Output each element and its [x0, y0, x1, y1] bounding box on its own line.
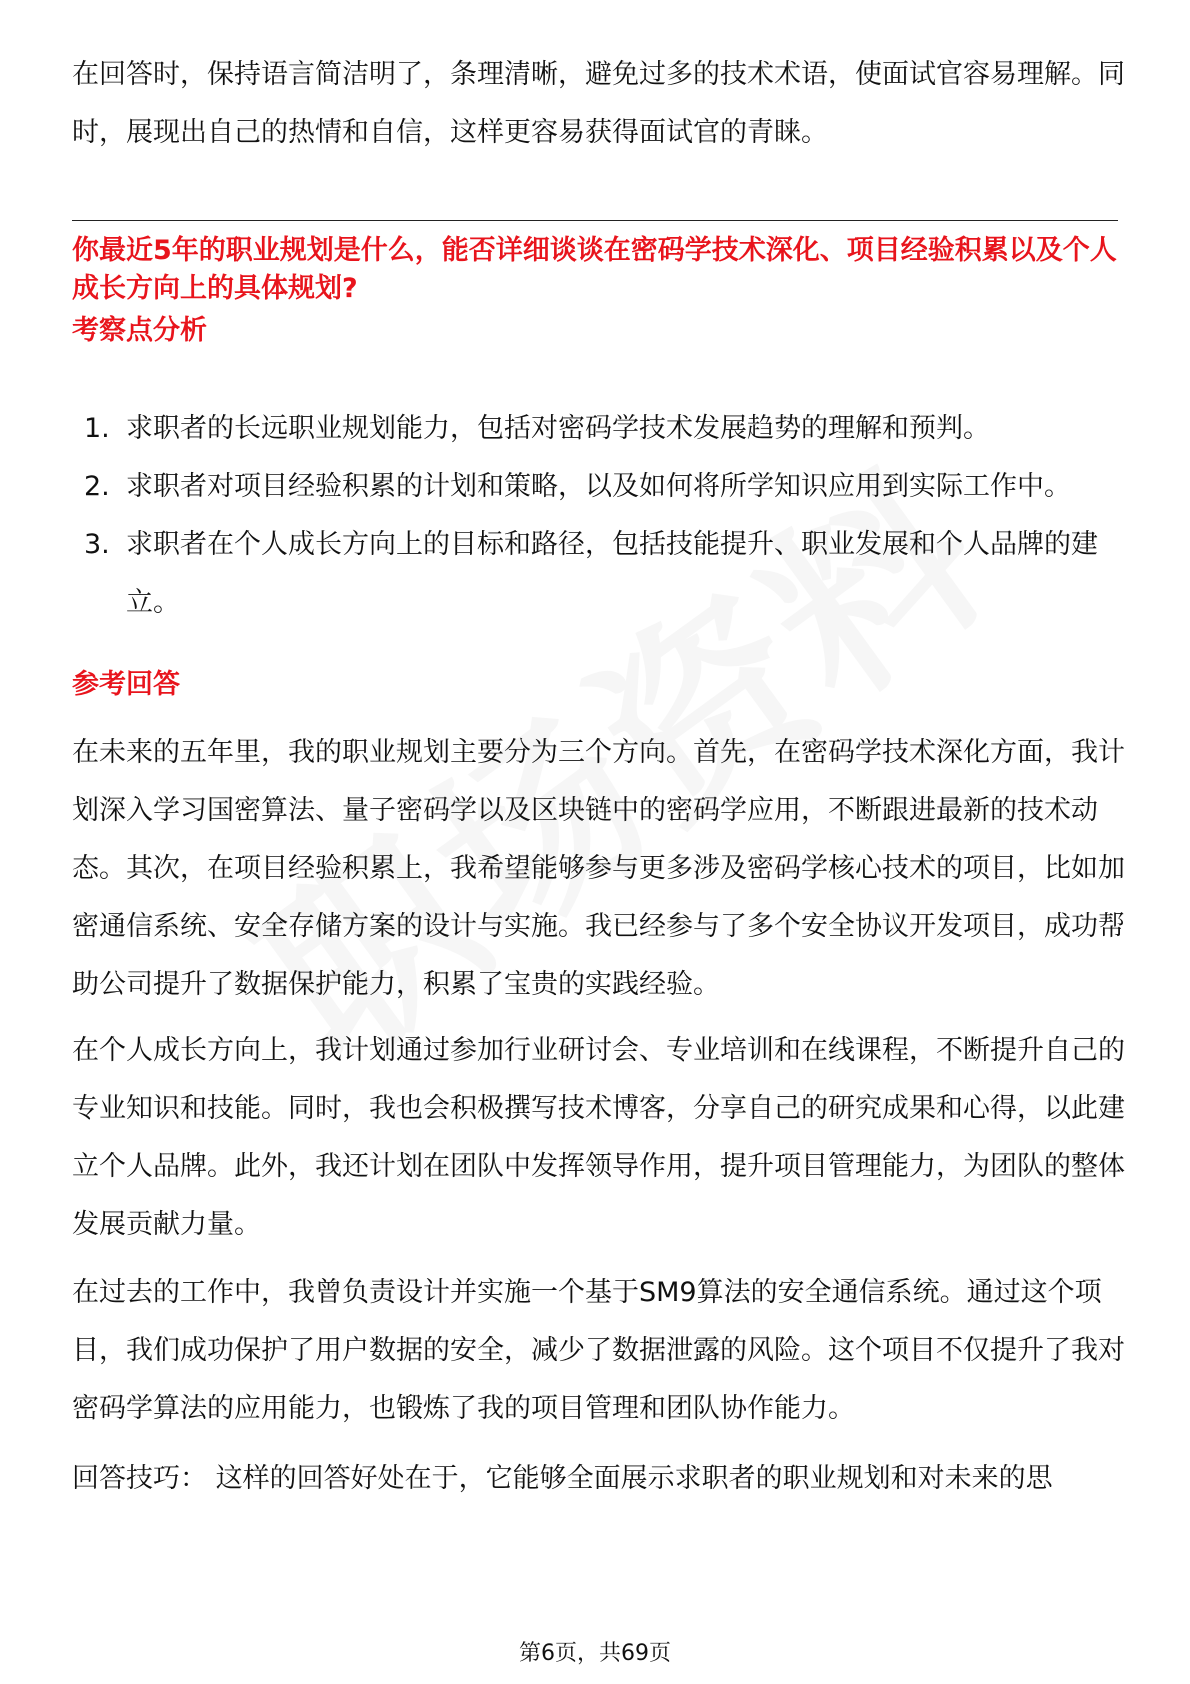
list-item-number: 1.: [84, 413, 110, 444]
analysis-list: [72, 400, 1132, 632]
list-item: [72, 516, 1132, 632]
answer-paragraph: 在未来的五年里，我的职业规划主要分为三个方向。首先，在密码学技术深化方面，我计划深入学习国密算法、量子密码学以及区块链中的密码学应用，不断跟进最新的技术动态。其次，在项目经验积累上，我希望能够参与更多涉及密码学核心技术的项目，比如加密通信系统、安全存储方案的设计与实施。我已经参与了多个安全协议开发项目，成功帮助公司提升了数据保护能力，积累了宝贵的实践经验。: [72, 737, 1125, 1000]
list-item-number: 2.: [84, 471, 110, 502]
list-item: [72, 400, 1132, 458]
section-divider: [72, 220, 1118, 221]
list-item-text: 求职者在个人成长方向上的目标和路径，包括技能提升、职业发展和个人品牌的建立。: [126, 529, 1098, 618]
list-item-text: 求职者的长远职业规划能力，包括对密码学技术发展趋势的理解和预判。: [126, 413, 990, 444]
page-number: 第6页，共69页: [519, 1641, 671, 1666]
analysis-heading: 考察点分析: [72, 315, 207, 346]
list-item-text: 求职者对项目经验积累的计划和策略，以及如何将所学知识应用到实际工作中。: [126, 471, 1071, 502]
answer-heading: 参考回答: [72, 669, 180, 700]
answer-paragraph: 在个人成长方向上，我计划通过参加行业研讨会、专业培训和在线课程，不断提升自己的专业知识和技能。同时，我也会积极撰写技术博客，分享自己的研究成果和心得，以此建立个人品牌。此外，我还计划在团队中发挥领导作用，提升项目管理能力，为团队的整体发展贡献力量。: [72, 1035, 1125, 1240]
list-item-number: 3.: [84, 529, 110, 560]
intro-paragraph: 在回答时，保持语言简洁明了，条理清晰，避免过多的技术术语，使面试官容易理解。同时，展现出自己的热情和自信，这样更容易获得面试官的青睐。: [72, 59, 1125, 148]
list-item: [72, 458, 1132, 516]
question-title: 你最近5年的职业规划是什么，能否详细谈谈在密码学技术深化、项目经验积累以及个人成长方向上的具体规划?: [72, 235, 1117, 304]
answer-tip-paragraph: 回答技巧： 这样的回答好处在于，它能够全面展示求职者的职业规划和对未来的思: [72, 1463, 1053, 1494]
answer-paragraph: 在过去的工作中，我曾负责设计并实施一个基于SM9算法的安全通信系统。通过这个项目，我们成功保护了用户数据的安全，减少了数据泄露的风险。这个项目不仅提升了我对密码学算法的应用能力，也锻炼了我的项目管理和团队协作能力。: [72, 1277, 1125, 1424]
